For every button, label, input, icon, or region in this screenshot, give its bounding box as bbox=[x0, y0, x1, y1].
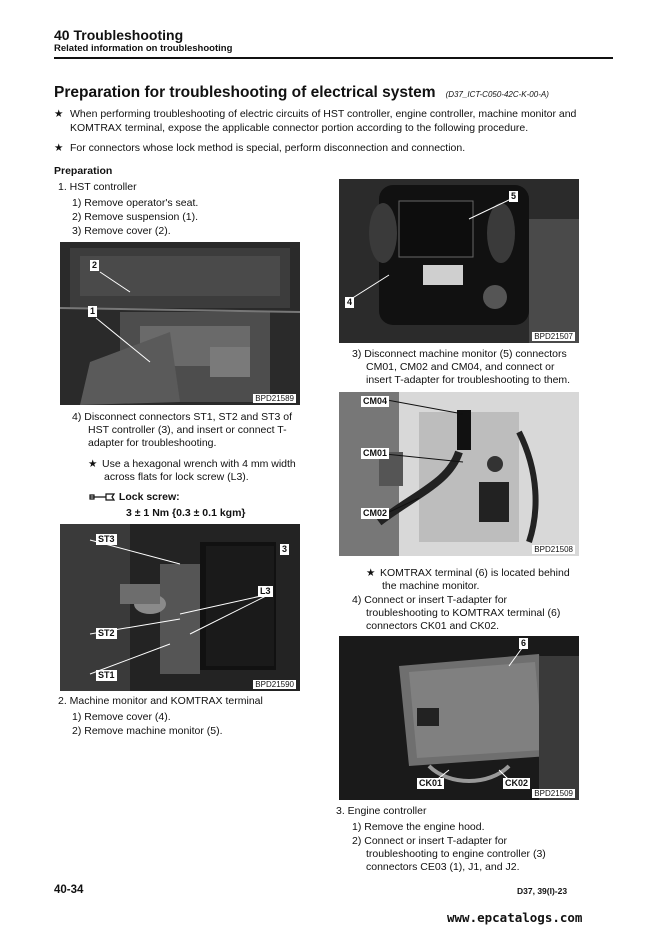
photo-machine-monitor-image bbox=[339, 179, 579, 343]
item3-step2-line3: connectors CE03 (1), J1, and J2. bbox=[366, 861, 520, 873]
lock-screw-row bbox=[88, 490, 180, 504]
wrench-icon bbox=[88, 491, 116, 503]
preparation-heading: Preparation bbox=[54, 165, 113, 177]
callout-4: 4 bbox=[347, 297, 353, 307]
item2-step3-line3: insert T-adapter for troubleshooting to them. bbox=[366, 374, 571, 386]
item1-note-line1: Use a hexagonal wrench with 4 mm width bbox=[102, 458, 296, 470]
star-icon: ★ bbox=[88, 458, 98, 470]
photo-monitor-connectors bbox=[339, 392, 579, 556]
section-title bbox=[54, 84, 549, 102]
item1-step4-line1: 4) Disconnect connectors ST1, ST2 and ST3 of bbox=[72, 411, 293, 423]
item2-note bbox=[366, 566, 570, 580]
item2-step3-line1: 3) Disconnect machine monitor (5) connectors bbox=[352, 348, 567, 360]
photo-komtrax-terminal-image bbox=[339, 636, 579, 800]
item2-step4-line1: 4) Connect or insert T-adapter for bbox=[352, 594, 508, 606]
item3-step1: 1) Remove the engine hood. bbox=[352, 821, 485, 833]
item1-step2: 2) Remove suspension (1). bbox=[72, 211, 199, 223]
item1-step1: 1) Remove operator's seat. bbox=[72, 197, 199, 209]
model-code: D37, 39(I)-23 bbox=[517, 886, 568, 896]
photo-komtrax-terminal bbox=[339, 636, 579, 800]
photo-caption: BPD21509 bbox=[534, 789, 573, 798]
callout-6: 6 bbox=[521, 638, 527, 648]
chapter-subtitle: Related information on troubleshooting bbox=[54, 43, 233, 54]
callout-1: 1 bbox=[90, 306, 96, 316]
item2-step3-line2: CM01, CM02 and CM04, and connect or bbox=[366, 361, 555, 373]
photo-hst-cover bbox=[60, 242, 300, 405]
star-icon: ★ bbox=[54, 142, 64, 154]
callout-st1: ST1 bbox=[98, 670, 115, 680]
item3-step2-line1: 2) Connect or insert T-adapter for bbox=[352, 835, 508, 847]
watermark-link[interactable]: www.epcatalogs.com bbox=[447, 910, 583, 925]
item2-title: 2. Machine monitor and KOMTRAX terminal bbox=[58, 695, 263, 707]
photo-caption: BPD21590 bbox=[255, 680, 294, 689]
section-title-text: Preparation for troubleshooting of electrical system bbox=[54, 84, 436, 101]
section-code: (D37_ICT-C050-42C-K-00-A) bbox=[445, 90, 549, 99]
chapter-title: 40 Troubleshooting bbox=[54, 27, 184, 43]
item3-step2-line2: troubleshooting to engine controller (3) bbox=[366, 848, 546, 860]
note-2 bbox=[54, 141, 594, 157]
header-divider bbox=[54, 57, 613, 59]
item1-step4-line2: HST controller (3), and insert or connect T- bbox=[88, 424, 287, 436]
callout-ck01: CK01 bbox=[419, 778, 443, 788]
torque-value: 3 ± 1 Nm {0.3 ± 0.1 kgm} bbox=[126, 507, 246, 519]
callout-st2: ST2 bbox=[98, 628, 115, 638]
callout-3: 3 bbox=[282, 544, 288, 554]
photo-hst-connectors-image bbox=[60, 524, 300, 691]
callout-5: 5 bbox=[511, 191, 517, 201]
callout-l3: L3 bbox=[260, 586, 271, 596]
item1-note-line2: across flats for lock screw (L3). bbox=[104, 471, 249, 483]
photo-hst-connectors bbox=[60, 524, 300, 691]
item1-note bbox=[88, 457, 296, 471]
item1-step3: 3) Remove cover (2). bbox=[72, 225, 171, 237]
callout-2: 2 bbox=[92, 260, 98, 270]
item2-note-line1: KOMTRAX terminal (6) is located behind bbox=[380, 567, 570, 579]
callout-cm02: CM02 bbox=[363, 508, 388, 518]
photo-monitor-connectors-image bbox=[339, 392, 579, 556]
photo-machine-monitor bbox=[339, 179, 579, 343]
item1-title: 1. HST controller bbox=[58, 181, 137, 193]
star-icon: ★ bbox=[366, 567, 376, 579]
star-icon: ★ bbox=[54, 108, 64, 120]
item1-step4-line3: adapter for troubleshooting. bbox=[88, 437, 217, 449]
photo-caption: BPD21507 bbox=[534, 332, 573, 341]
item2-note-line2: the machine monitor. bbox=[382, 580, 480, 592]
callout-cm01: CM01 bbox=[363, 448, 388, 458]
item2-step2: 2) Remove machine monitor (5). bbox=[72, 725, 223, 737]
item2-step4-line3: connectors CK01 and CK02. bbox=[366, 620, 500, 632]
item2-step4-line2: troubleshooting to KOMTRAX terminal (6) bbox=[366, 607, 561, 619]
note-2-text: For connectors whose lock method is special, perform disconnection and connection. bbox=[70, 142, 466, 154]
item2-step1: 1) Remove cover (4). bbox=[72, 711, 171, 723]
page-number: 40-34 bbox=[54, 884, 84, 896]
callout-cm04: CM04 bbox=[363, 396, 388, 406]
lock-screw-label: Lock screw: bbox=[118, 491, 180, 503]
note-1 bbox=[54, 107, 594, 137]
photo-caption: BPD21508 bbox=[534, 545, 573, 554]
callout-ck02: CK02 bbox=[505, 778, 529, 788]
photo-caption: BPD21589 bbox=[255, 394, 294, 403]
callout-st3: ST3 bbox=[98, 534, 115, 544]
note-1-text: When performing troubleshooting of electric circuits of HST controller, engine controller, machine monitor and KOMTRAX terminal, expose the applicable connector portion according to the following procedure. bbox=[70, 108, 577, 134]
item3-title: 3. Engine controller bbox=[336, 805, 427, 817]
